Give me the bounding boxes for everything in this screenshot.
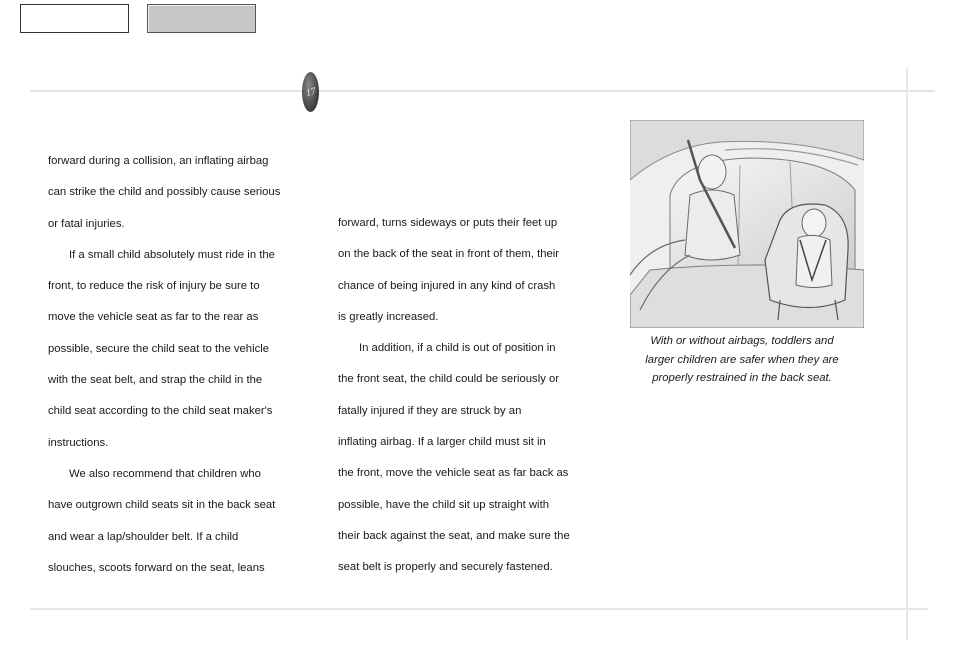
text-line: front, to reduce the risk of injury be sure to — [48, 280, 260, 293]
middle-text-column — [338, 208, 608, 584]
back-seat-illustration — [630, 120, 864, 328]
page-number: 17 — [304, 85, 317, 99]
text-line: fatally injured if they are struck by an — [338, 404, 522, 417]
left-text-column — [48, 146, 318, 584]
text-line: the front, move the vehicle seat as far back as — [338, 467, 569, 480]
text-line: with the seat belt, and strap the child in the — [48, 374, 263, 387]
previous-page-button[interactable] — [20, 4, 129, 33]
text-line: instructions. — [48, 436, 109, 449]
text-line: their back against the seat, and make sure the — [338, 529, 570, 542]
text-line: possible, have the child sit up straight with — [338, 498, 549, 511]
text-line: the front seat, the child could be seriously or — [338, 373, 560, 386]
page-number-badge — [302, 72, 319, 112]
next-page-button[interactable] — [147, 4, 256, 33]
text-line: If a small child absolutely must ride in the — [69, 248, 275, 261]
text-line: chance of being injured in any kind of crash — [338, 279, 556, 292]
car-interior-image — [630, 120, 864, 328]
text-line: move the vehicle seat as far to the rear as — [48, 311, 259, 324]
text-line: We also recommend that children who — [69, 467, 261, 480]
caption-line: With or without airbags, toddlers and — [650, 335, 834, 347]
text-line: on the back of the seat in front of them, their — [338, 248, 560, 261]
caption-line: properly restrained in the back seat. — [652, 372, 832, 384]
text-line: or fatal injuries. — [48, 217, 125, 230]
bottom-rule — [30, 608, 928, 610]
text-line: can strike the child and possibly cause serious — [48, 186, 281, 199]
figure-caption — [627, 332, 857, 388]
text-line: possible, secure the child seat to the vehicle — [48, 342, 270, 355]
text-line: In addition, if a child is out of position in — [359, 342, 556, 355]
text-line: and wear a lap/shoulder belt. If a child — [48, 530, 239, 543]
top-rule — [30, 90, 935, 92]
right-rule — [906, 68, 908, 640]
text-line: child seat according to the child seat maker's — [48, 405, 273, 418]
text-line: seat belt is properly and securely fastened. — [338, 561, 553, 574]
caption-line: larger children are safer when they are — [645, 353, 839, 366]
text-line: slouches, scoots forward on the seat, leans — [48, 561, 265, 574]
text-line: is greatly increased. — [338, 310, 439, 323]
text-line: forward, turns sideways or puts their feet up — [338, 217, 558, 229]
text-line: inflating airbag. If a larger child must sit in — [338, 436, 546, 449]
text-line: forward during a collision, an inflating airbag — [48, 155, 269, 167]
text-line: have outgrown child seats sit in the back seat — [48, 499, 276, 512]
